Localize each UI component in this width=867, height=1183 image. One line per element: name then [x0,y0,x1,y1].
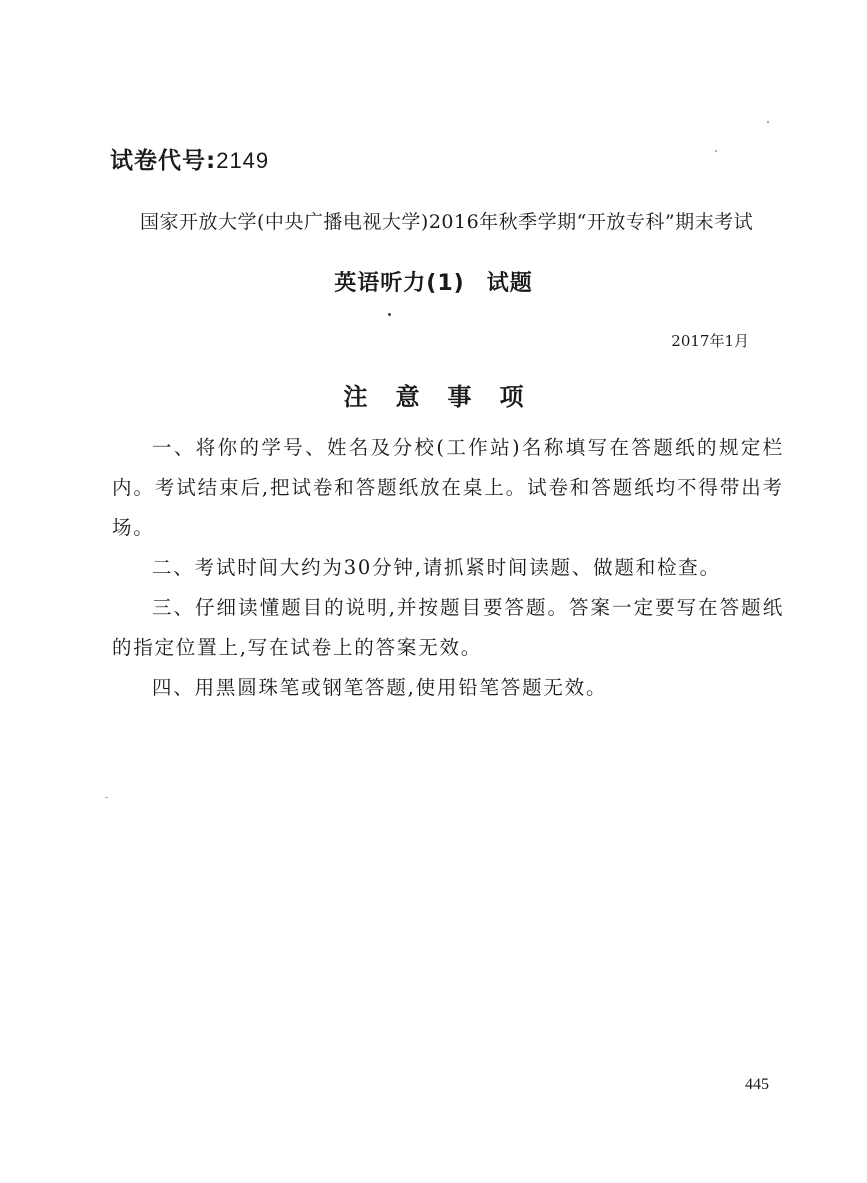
scan-speck [388,313,391,316]
exam-date: 2017年1月 [671,332,749,350]
paper-code [110,142,269,175]
notice-list [112,428,784,708]
subject-name: 英语听力(1) [334,271,465,296]
subject-suffix: 试题 [486,271,533,296]
paper-code-label: 试卷代号: [110,148,217,174]
notice-item: 三、仔细读懂题目的说明,并按题目要答题。答案一定要写在答题纸的指定位置上,写在试卷上的答案无效。 [112,596,784,659]
scan-speck [767,121,769,123]
notice-item: 一、将你的学号、姓名及分校(工作站)名称填写在答题纸的规定栏内。考试结束后,把试卷和答题纸放在桌上。试卷和答题纸均不得带出考场。 [112,436,784,539]
paper-code-value: 2149 [216,148,270,173]
exam-title: 国家开放大学(中央广播电视大学)2016年秋季学期“开放专科”期末考试 [140,211,754,233]
page-number: 445 [745,1076,769,1093]
notice-heading: 注意事项 [343,383,552,411]
notice-item: 四、用黑圆珠笔或钢笔答题,使用铅笔答题无效。 [152,676,608,699]
scan-speck [715,150,717,152]
subject-title [0,266,867,297]
scan-speck [105,797,108,798]
notice-item: 二、考试时间大约为30分钟,请抓紧时间读题、做题和检查。 [152,556,721,579]
